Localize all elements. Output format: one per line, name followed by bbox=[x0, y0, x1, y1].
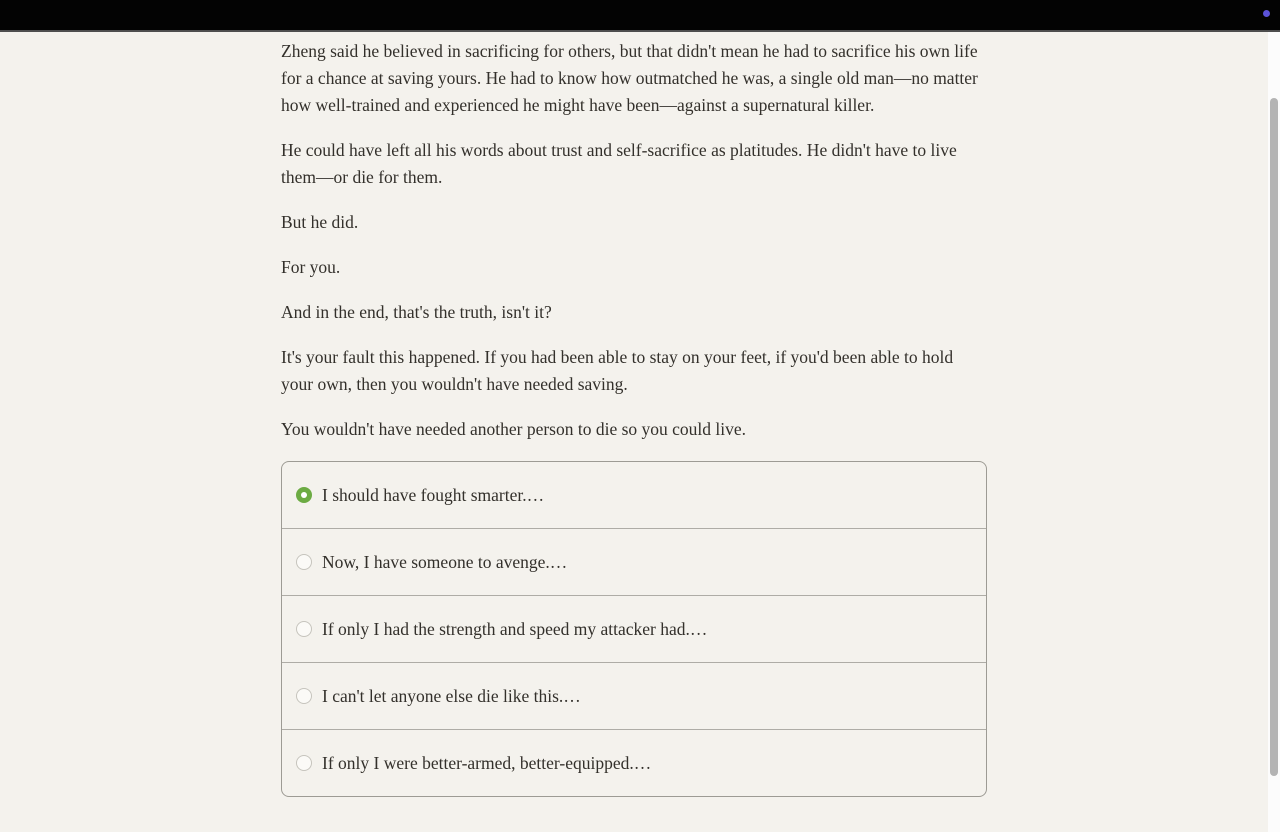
choice-label[interactable]: I can't let anyone else die like this.… bbox=[322, 685, 581, 706]
story-paragraph: For you. bbox=[281, 257, 341, 277]
story-column bbox=[281, 32, 987, 797]
choice-option[interactable] bbox=[282, 662, 986, 729]
choice-list bbox=[281, 461, 987, 797]
choice-option[interactable] bbox=[282, 729, 986, 796]
choice-option[interactable] bbox=[282, 595, 986, 662]
radio-button-icon[interactable] bbox=[296, 487, 312, 503]
radio-button-icon[interactable] bbox=[296, 688, 312, 704]
scrollbar-thumb[interactable] bbox=[1270, 98, 1278, 776]
story-paragraph: He could have left all his words about trust and self-sacrifice as platitudes. He didn't have to live them—or die for them. bbox=[281, 140, 957, 187]
choice-label[interactable]: I should have fought smarter.… bbox=[322, 484, 545, 505]
choice-option[interactable] bbox=[282, 462, 986, 528]
story-paragraph: Zheng said he believed in sacrificing for others, but that didn't mean he had to sacrifice his own life for a chance at saving yours. He had to know how outmatched he was, a single old man—no matter how well-trained and experienced he might have been—against a supernatural killer. bbox=[281, 41, 978, 115]
story-paragraph: But he did. bbox=[281, 212, 359, 232]
radio-button-icon[interactable] bbox=[296, 554, 312, 570]
story-view bbox=[0, 32, 1268, 832]
choice-label[interactable]: If only I were better-armed, better-equipped.… bbox=[322, 752, 652, 773]
radio-button-icon[interactable] bbox=[296, 755, 312, 771]
story-paragraph: And in the end, that's the truth, isn't it? bbox=[281, 302, 552, 322]
story-paragraph: You wouldn't have needed another person to die so you could live. bbox=[281, 419, 747, 439]
radio-button-icon[interactable] bbox=[296, 621, 312, 637]
story-paragraph: It's your fault this happened. If you had been able to stay on your feet, if you'd been able to hold your own, then you wouldn't have needed saving. bbox=[281, 347, 954, 394]
top-bar bbox=[0, 0, 1280, 32]
notification-dot-icon bbox=[1263, 10, 1270, 17]
choice-label[interactable]: Now, I have someone to avenge.… bbox=[322, 551, 568, 572]
scrollbar[interactable] bbox=[1268, 32, 1280, 832]
choice-label[interactable]: If only I had the strength and speed my attacker had.… bbox=[322, 618, 708, 639]
choice-option[interactable] bbox=[282, 528, 986, 595]
